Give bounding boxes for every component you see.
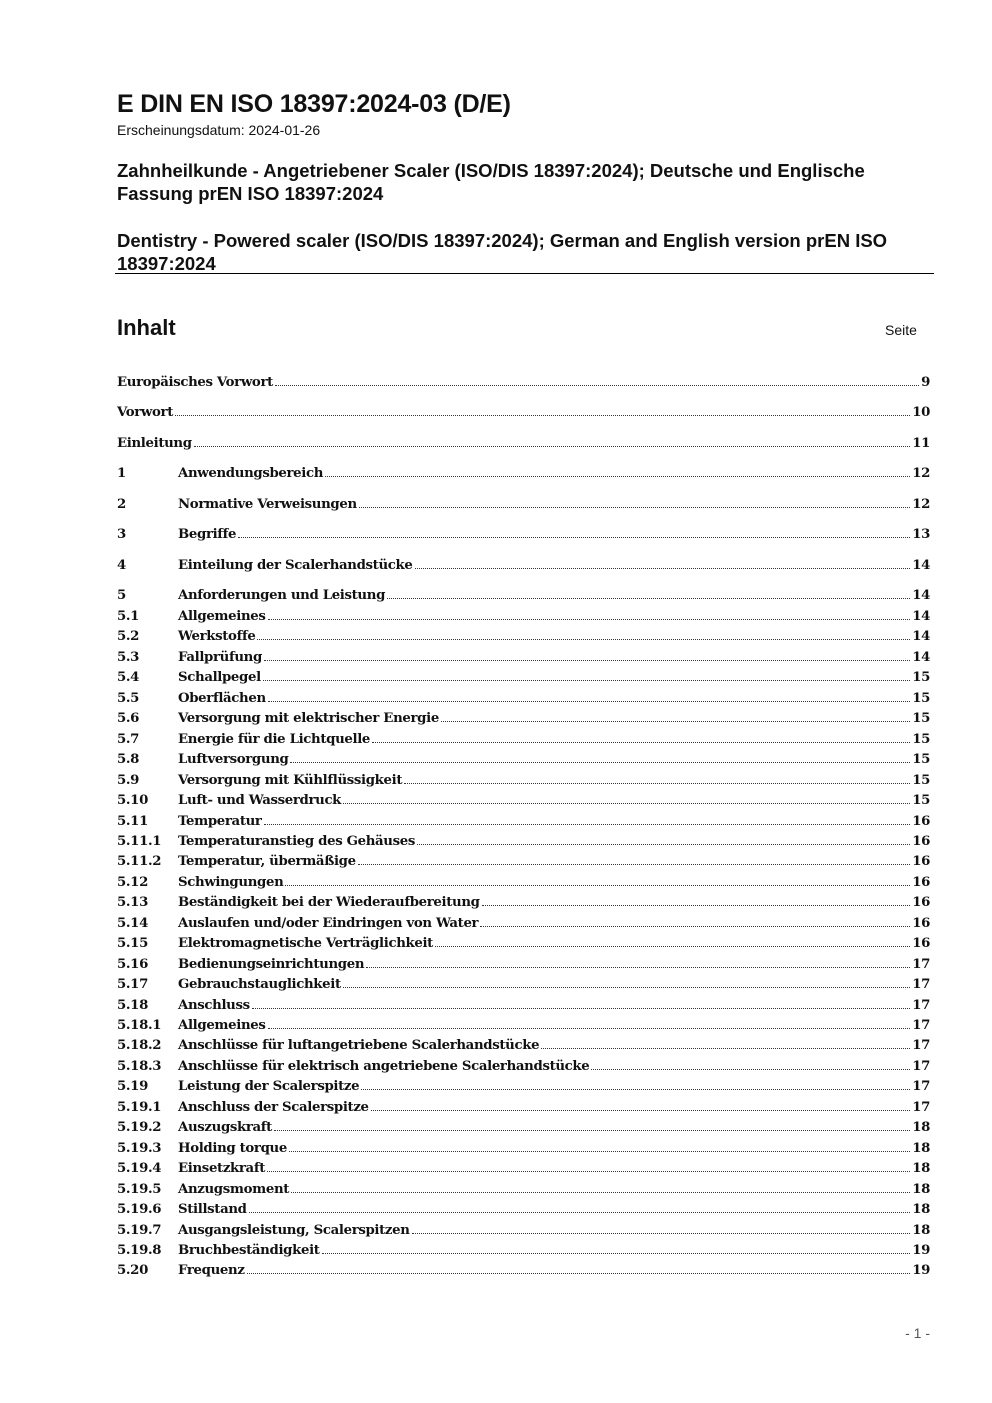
toc-entry[interactable] — [117, 492, 930, 512]
toc-entry-title: Versorgung mit Kühlflüssigkeit — [178, 772, 403, 788]
toc-entry[interactable] — [117, 1197, 930, 1217]
toc-dot-leader — [275, 385, 919, 386]
toc-entry-page: 16 — [912, 833, 930, 849]
toc-entry-title: Vorwort — [117, 405, 173, 420]
toc-dot-leader — [482, 905, 911, 906]
toc-entry-page: 12 — [912, 497, 930, 512]
toc-entry-number: 5.11 — [117, 813, 148, 829]
toc-entry-title: Begriffe — [178, 527, 237, 542]
toc-entry-page: 17 — [912, 1038, 930, 1054]
toc-entry-number: 5.19.1 — [117, 1099, 162, 1115]
toc-entry[interactable] — [117, 829, 930, 849]
title-german: Zahnheilkunde - Angetriebener Scaler (ISO/DIS 18397:2024); Deutsche und Englische Fassung prEN ISO 18397:2024 — [117, 160, 865, 204]
toc-entry-number: 5.18 — [117, 997, 148, 1013]
toc-entry-number: 5.18.2 — [117, 1038, 162, 1054]
toc-entry-number: 5.1 — [117, 609, 140, 624]
toc-entry-title: Auslaufen und/oder Eindringen von Water — [178, 915, 479, 931]
toc-entry-title: Frequenz — [178, 1263, 245, 1279]
toc-entry-page: 14 — [912, 588, 930, 603]
toc-entry-number: 5.2 — [117, 629, 140, 645]
toc-entry-number: 5.19.4 — [117, 1161, 162, 1177]
toc-dot-leader — [441, 721, 910, 722]
toc-entry[interactable] — [117, 1074, 930, 1094]
toc-entry-title: Anzugsmoment — [178, 1181, 290, 1197]
toc-entry-number: 5 — [117, 588, 126, 603]
toc-entry[interactable] — [117, 1156, 930, 1176]
toc-dot-leader — [263, 680, 910, 681]
toc-entry-number: 5.19.8 — [117, 1242, 162, 1258]
toc-entry-title: Allgemeines — [178, 609, 266, 624]
toc-entry[interactable] — [117, 1054, 930, 1074]
toc-entry[interactable] — [117, 645, 930, 665]
toc-entry-title: Ausgangsleistung, Scalerspitzen — [178, 1222, 410, 1238]
toc-entry-title: Anschluss der Scalerspitze — [178, 1099, 369, 1115]
toc-dot-leader — [325, 476, 910, 477]
toc-dot-leader — [358, 864, 910, 865]
toc-entry-number: 2 — [117, 497, 126, 512]
toc-dot-leader — [257, 639, 910, 640]
toc-dot-leader — [289, 1151, 910, 1152]
toc-entry-page: 17 — [912, 1018, 930, 1033]
toc-entry-title: Oberflächen — [178, 690, 266, 706]
publication-date: Erscheinungsdatum: 2024-01-26 — [117, 122, 321, 138]
toc-entry[interactable] — [117, 972, 930, 992]
toc-entry-page: 16 — [912, 936, 930, 952]
toc-entry-title: Temperatur — [178, 813, 262, 829]
toc-entry-page: 18 — [912, 1181, 930, 1197]
toc-entry[interactable] — [117, 624, 930, 644]
toc-entry-page: 16 — [912, 854, 930, 870]
toc-dot-leader — [435, 946, 910, 947]
toc-dot-leader — [343, 803, 910, 804]
toc-page-label: Seite — [885, 322, 917, 338]
toc-entry-page: 15 — [912, 690, 930, 706]
toc-entry-title: Werkstoffe — [178, 629, 256, 645]
toc-entry-number: 5.5 — [117, 690, 140, 706]
toc-entry-page: 16 — [912, 915, 930, 931]
toc-entry-title: Einsetzkraft — [178, 1161, 265, 1177]
footer-page-number: - 1 - — [905, 1325, 930, 1341]
toc-entry-title: Fallprüfung — [178, 649, 262, 665]
toc-entry-title: Einleitung — [117, 436, 192, 451]
toc-entry[interactable] — [117, 1115, 930, 1135]
toc-entry-title: Temperaturanstieg des Gehäuses — [178, 833, 416, 849]
toc-entry-title: Anschluss — [178, 997, 250, 1013]
toc-entry[interactable] — [117, 1033, 930, 1053]
toc-entry-number: 5.19.7 — [117, 1222, 162, 1238]
toc-entry[interactable] — [117, 1218, 930, 1238]
toc-dot-leader — [541, 1048, 910, 1049]
toc-dot-leader — [175, 415, 910, 416]
toc-entry-page: 14 — [912, 609, 930, 624]
toc-dot-leader — [480, 926, 910, 927]
toc-entry-page: 19 — [912, 1263, 930, 1279]
toc-entry-title: Europäisches Vorwort — [117, 375, 273, 390]
toc-entry-number: 4 — [117, 558, 126, 573]
toc-entry-title: Beständigkeit bei der Wiederaufbereitung — [178, 895, 480, 911]
toc-entry-title: Versorgung mit elektrischer Energie — [178, 711, 439, 727]
toc-dot-leader — [267, 1171, 910, 1172]
toc-entry-page: 18 — [912, 1161, 930, 1177]
toc-entry-number: 5.19.3 — [117, 1140, 162, 1156]
toc-entry-number: 5.19 — [117, 1079, 148, 1095]
toc-entry[interactable] — [117, 461, 930, 481]
toc-entry-page: 15 — [912, 752, 930, 768]
toc-entry[interactable] — [117, 400, 930, 420]
toc-entry[interactable] — [117, 1136, 930, 1156]
toc-entry-number: 5.17 — [117, 977, 148, 993]
toc-entry-page: 12 — [912, 466, 930, 481]
toc-entry[interactable] — [117, 952, 930, 972]
toc-entry-page: 16 — [912, 874, 930, 890]
toc-entry[interactable] — [117, 809, 930, 829]
toc-entry[interactable] — [117, 870, 930, 890]
toc-entry-page: 17 — [912, 1079, 930, 1095]
toc-entry-number: 5.13 — [117, 895, 148, 911]
toc-entry-title: Luft- und Wasserdruck — [178, 793, 342, 809]
toc-entry-page: 14 — [912, 629, 930, 645]
toc-entry[interactable] — [117, 665, 930, 685]
toc-entry-page: 18 — [912, 1222, 930, 1238]
toc-entry-number: 5.11.1 — [117, 833, 162, 849]
toc-entry-title: Bedienungseinrichtungen — [178, 956, 365, 972]
toc-entry-title: Anwendungsbereich — [178, 466, 324, 481]
toc-dot-leader — [343, 987, 910, 988]
toc-entry-page: 16 — [912, 895, 930, 911]
toc-entry[interactable] — [117, 890, 930, 910]
toc-entry-title: Schwingungen — [178, 874, 284, 890]
toc-entry[interactable] — [117, 768, 930, 788]
toc-entry[interactable] — [117, 1013, 930, 1033]
toc-dot-leader — [417, 844, 910, 845]
toc-entry[interactable] — [117, 370, 930, 390]
header-rule — [115, 273, 934, 274]
toc-dot-leader — [372, 742, 910, 743]
toc-entry[interactable] — [117, 604, 930, 624]
toc-entry-page: 17 — [912, 997, 930, 1013]
toc-dot-leader — [274, 1130, 910, 1131]
toc-entry-number: 5.15 — [117, 936, 148, 952]
toc-entry[interactable] — [117, 1177, 930, 1197]
toc-dot-leader — [264, 824, 911, 825]
toc-entry[interactable] — [117, 553, 930, 573]
toc-entry-number: 5.7 — [117, 731, 140, 747]
toc-entry-page: 19 — [912, 1242, 930, 1258]
toc-entry-title: Holding torque — [178, 1140, 287, 1156]
toc-entry-number: 5.16 — [117, 956, 148, 972]
toc-entry-number: 5.18.1 — [117, 1018, 162, 1033]
toc-entry-page: 18 — [912, 1120, 930, 1136]
toc-entry[interactable] — [117, 431, 930, 451]
toc-entry-title: Energie für die Lichtquelle — [178, 731, 371, 747]
toc-entry-number: 5.9 — [117, 772, 140, 788]
toc-entry-title: Luftversorgung — [178, 752, 289, 768]
toc-entry-title: Einteilung der Scalerhandstücke — [178, 558, 413, 573]
toc-entry-number: 5.19.5 — [117, 1181, 162, 1197]
toc-heading: Inhalt — [117, 315, 176, 340]
toc-entry-number: 5.10 — [117, 793, 148, 809]
toc-entry[interactable] — [117, 993, 930, 1013]
toc-entry[interactable] — [117, 583, 930, 603]
toc-entry-title: Allgemeines — [178, 1018, 266, 1033]
toc-entry-title: Elektromagnetische Verträglichkeit — [178, 936, 433, 952]
toc-entry-page: 14 — [912, 558, 930, 573]
toc-entry-number: 5.4 — [117, 670, 140, 686]
toc-entry-number: 1 — [117, 466, 126, 481]
toc-entry-page: 9 — [921, 375, 930, 390]
toc-dot-leader — [252, 1008, 910, 1009]
toc-entry-page: 15 — [912, 731, 930, 747]
toc-entry-page: 13 — [912, 527, 930, 542]
toc-entry[interactable] — [117, 747, 930, 767]
toc-entry-page: 17 — [912, 956, 930, 972]
toc-entry[interactable] — [117, 911, 930, 931]
toc-entry-number: 5.11.2 — [117, 854, 162, 870]
toc-entry-title: Anschlüsse für elektrisch angetriebene Scalerhandstücke — [178, 1058, 590, 1074]
toc-dot-leader — [371, 1110, 911, 1111]
toc-entry-number: 5.19.6 — [117, 1202, 162, 1218]
toc-dot-leader — [412, 1233, 911, 1234]
toc-dot-leader — [291, 1192, 910, 1193]
toc-dot-leader — [404, 783, 910, 784]
toc-entry-title: Stillstand — [178, 1202, 247, 1218]
document-id: E DIN EN ISO 18397:2024-03 (D/E) — [117, 90, 511, 118]
toc-entry-number: 5.14 — [117, 915, 148, 931]
toc-entry[interactable] — [117, 931, 930, 951]
toc-entry-page: 18 — [912, 1202, 930, 1218]
toc-entry-title: Gebrauchstauglichkeit — [178, 977, 341, 993]
toc-dot-leader — [268, 1028, 911, 1029]
toc-dot-leader — [415, 568, 911, 569]
toc-dot-leader — [238, 537, 910, 538]
toc-entry-page: 18 — [912, 1140, 930, 1156]
toc-entry[interactable] — [117, 1095, 930, 1115]
toc-dot-leader — [322, 1253, 911, 1254]
toc-entry-title: Schallpegel — [178, 670, 261, 686]
toc-entry-page: 15 — [912, 793, 930, 809]
toc-dot-leader — [247, 1273, 911, 1274]
toc-dot-leader — [387, 598, 910, 599]
toc-entry-title: Leistung der Scalerspitze — [178, 1079, 360, 1095]
toc-entry-page: 15 — [912, 772, 930, 788]
toc-entry-title: Temperatur, übermäßige — [178, 854, 356, 870]
toc-dot-leader — [264, 660, 910, 661]
toc-dot-leader — [285, 885, 910, 886]
toc-entry[interactable] — [117, 522, 930, 542]
toc-entry-page: 11 — [912, 436, 930, 451]
toc-dot-leader — [268, 701, 910, 702]
toc-entry[interactable] — [117, 1258, 930, 1278]
toc-entry-number: 5.6 — [117, 711, 140, 727]
toc-entry-page: 17 — [912, 1099, 930, 1115]
toc-entry-page: 15 — [912, 670, 930, 686]
toc-entry[interactable] — [117, 727, 930, 747]
toc-entry-page: 10 — [912, 405, 930, 420]
toc-entry[interactable] — [117, 1238, 930, 1258]
toc-entry-title: Anschlüsse für luftangetriebene Scalerhandstücke — [178, 1038, 540, 1054]
title-english: Dentistry - Powered scaler (ISO/DIS 18397:2024); German and English version prEN ISO 18397:2024 — [117, 230, 888, 274]
toc-entry-number: 5.12 — [117, 874, 148, 890]
toc-dot-leader — [268, 619, 911, 620]
toc-entry-page: 17 — [912, 977, 930, 993]
toc-entry[interactable] — [117, 686, 930, 706]
toc-dot-leader — [194, 446, 910, 447]
toc-dot-leader — [359, 507, 910, 508]
toc-entry[interactable] — [117, 849, 930, 869]
toc-entry[interactable] — [117, 788, 930, 808]
toc-dot-leader — [249, 1212, 911, 1213]
toc-entry[interactable] — [117, 706, 930, 726]
toc-entry-title: Anforderungen und Leistung — [178, 588, 386, 603]
toc-entry-number: 5.20 — [117, 1263, 148, 1279]
toc-entry-number: 5.8 — [117, 752, 140, 768]
toc-entry-number: 3 — [117, 527, 126, 542]
toc-dot-leader — [366, 967, 910, 968]
toc-entry-title: Normative Verweisungen — [178, 497, 357, 512]
toc-entry-number: 5.3 — [117, 649, 140, 665]
toc-dot-leader — [591, 1069, 910, 1070]
toc-entry-number: 5.19.2 — [117, 1120, 162, 1136]
toc-entry-title: Auszugskraft — [178, 1120, 272, 1136]
toc-entry-number: 5.18.3 — [117, 1058, 162, 1074]
toc-entry-page: 17 — [912, 1058, 930, 1074]
toc-entry-page: 15 — [912, 711, 930, 727]
toc-dot-leader — [361, 1089, 910, 1090]
toc-dot-leader — [290, 762, 910, 763]
toc-entry-title: Bruchbeständigkeit — [178, 1242, 320, 1258]
toc-entry-page: 16 — [912, 813, 930, 829]
toc-entry-page: 14 — [912, 649, 930, 665]
